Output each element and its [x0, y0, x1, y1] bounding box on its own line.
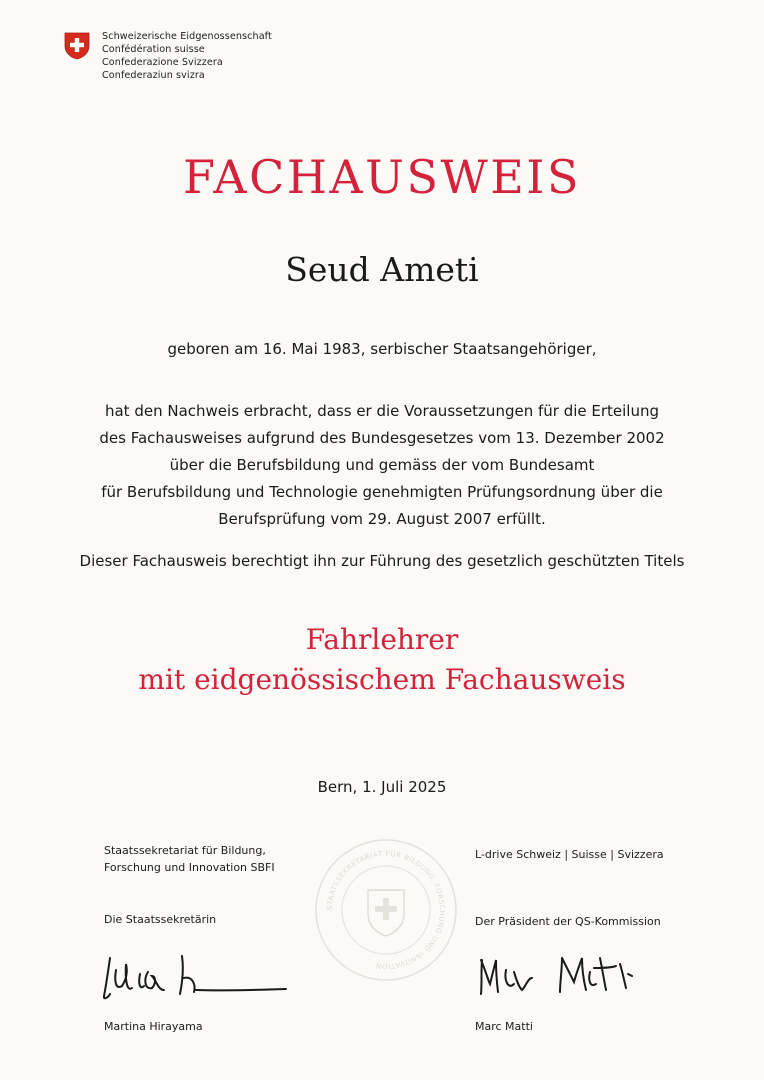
confederation-name-rm: Confederaziun svizra	[102, 70, 205, 81]
right-signature	[476, 950, 656, 1000]
left-signature	[96, 950, 296, 1005]
right-signatory-name: Marc Matti	[475, 1020, 533, 1033]
certificate-title: FACHAUSWEIS	[183, 150, 581, 204]
entitlement-line: Dieser Fachausweis berechtigt ihn zur Führung des gesetzlich geschützten Titels	[79, 552, 685, 570]
confederation-name-fr: Confédération suisse	[102, 44, 205, 55]
professional-title-line-1: Fahrlehrer	[305, 623, 459, 656]
confederation-name-it: Confederazione Svizzera	[102, 57, 223, 68]
place-and-date: Bern, 1. Juli 2025	[317, 778, 447, 796]
body-line: Berufsprüfung vom 29. August 2007 erfüllt.	[218, 510, 546, 528]
confederation-names	[102, 30, 272, 82]
holder-name: Seud Ameti	[285, 250, 479, 289]
seal-text: STAATSSEKRETARIAT FÜR BILDUNG, FORSCHUNG UND INNOVATION	[325, 849, 447, 971]
embossed-seal	[312, 836, 460, 984]
left-organization	[104, 842, 275, 876]
birth-line: geboren am 16. Mai 1983, serbischer Staatsangehöriger,	[167, 340, 597, 358]
confederation-name-de: Schweizerische Eidgenossenschaft	[102, 31, 272, 42]
swiss-coat-of-arms-icon	[64, 32, 90, 60]
left-org-line: Forschung und Innovation SBFI	[104, 861, 275, 874]
federal-header	[64, 30, 272, 82]
professional-title-line-2: mit eidgenössischem Fachausweis	[138, 663, 626, 696]
body-line: des Fachausweises aufgrund des Bundesgesetzes vom 13. Dezember 2002	[99, 429, 665, 447]
professional-title	[0, 620, 764, 700]
body-line: für Berufsbildung und Technologie genehmigten Prüfungsordnung über die	[101, 483, 663, 501]
body-line: über die Berufsbildung und gemäss der vom Bundesamt	[169, 456, 595, 474]
right-organization: L-drive Schweiz | Suisse | Svizzera	[475, 848, 664, 861]
left-role: Die Staatssekretärin	[104, 913, 217, 926]
left-signatory-name: Martina Hirayama	[104, 1020, 203, 1033]
certificate-body	[0, 398, 764, 533]
body-line: hat den Nachweis erbracht, dass er die Voraussetzungen für die Erteilung	[104, 402, 660, 420]
left-org-line: Staatssekretariat für Bildung,	[104, 844, 266, 857]
right-role: Der Präsident der QS-Kommission	[475, 915, 661, 928]
